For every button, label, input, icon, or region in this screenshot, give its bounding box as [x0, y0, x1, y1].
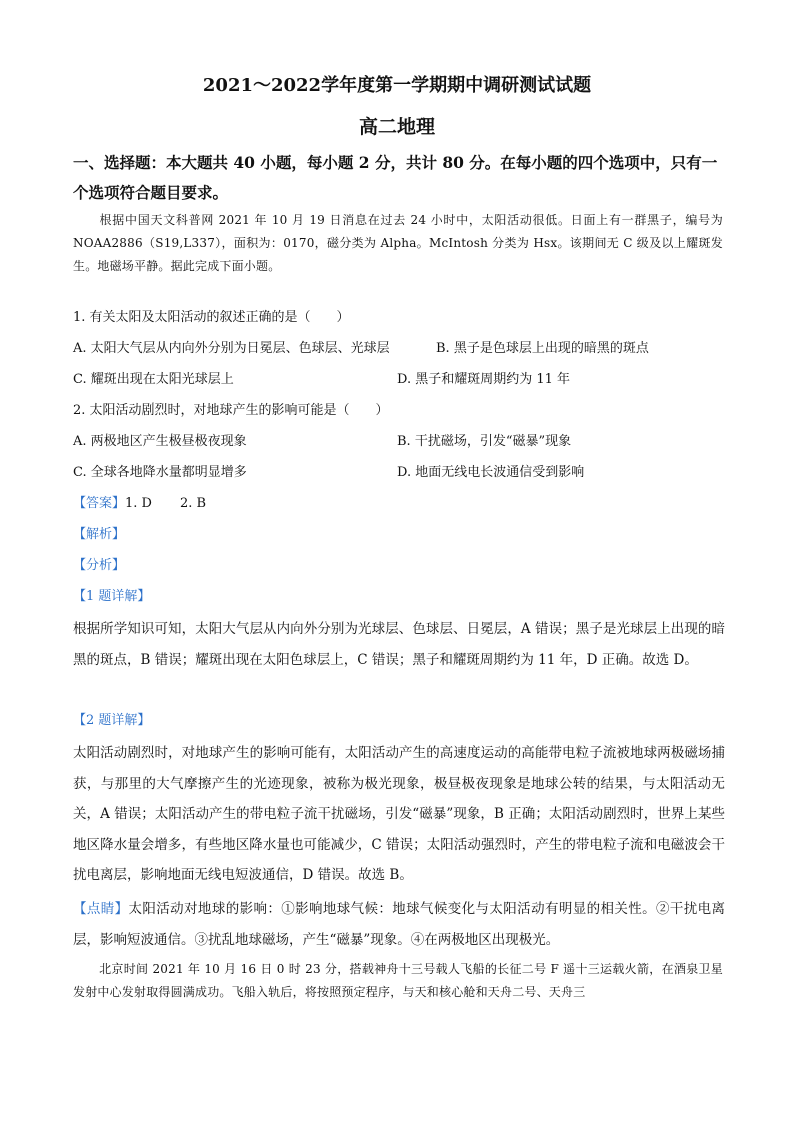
- question-2-option-a: A. 两极地区产生极昼极夜现象: [73, 434, 247, 449]
- question-1-stem: 1. 有关太阳及太阳活动的叙述正确的是（ ）: [73, 310, 350, 325]
- detail-1-tag: 【1 题详解】: [73, 589, 151, 604]
- detail-2-text: 太阳活动剧烈时，对地球产生的影响可能有，太阳活动产生的高速度运动的高能带电粒子流被地球两极磁场捕获，与那里的大气摩擦产生的光迹现象，被称为极光现象，极昼极夜现象是地球公转的结果，与太阳活动无关，A 错误；太阳活动产生的带电粒子流干扰磁场，引发“磁暴”现象，B 正确；太阳活动剧烈时，世界上某些地区降水量会增多，有些地区降水量也可能减少，C 错误；太阳活动强烈时，产生的带电粒子流和电磁波会干扰电离层，影响地面无线电短波通信，D 错误。故选 B。: [73, 745, 725, 883]
- answer-1: 1. D: [125, 496, 152, 511]
- answer-tag: 【答案】: [73, 496, 126, 511]
- key-point-text: 太阳活动对地球的影响：①影响地球气候：地球气候变化与太阳活动有明显的相关性。②干扰电离层，影响短波通信。③扰乱地球磁场，产生“磁暴”现象。④在两极地区出现极光。: [73, 901, 726, 948]
- question-2-option-b: B. 干扰磁场，引发“磁暴”现象: [397, 434, 572, 449]
- section-heading: 一、选择题：本大题共 40 小题，每小题 2 分，共计 80 分。在每小题的四个选项中，只有一个选项符合题目要求。: [73, 153, 718, 202]
- question-1-option-b: B. 黑子是色球层上出现的暗黑的斑点: [436, 341, 649, 356]
- breakdown-tag: 【分析】: [73, 558, 126, 573]
- question-2-option-c: C. 全球各地降水量都明显增多: [73, 465, 247, 480]
- answer-line: [73, 494, 206, 514]
- passage-2-text: 北京时间 2021 年 10 月 16 日 0 时 23 分，搭载神舟十三号载人飞船的长征二号 F 遥十三运载火箭，在酒泉卫星发射中心发射取得圆满成功。飞船入轨后，将按照预定程序，与天和核心舱和天舟二号、天舟三: [73, 962, 723, 999]
- question-1-option-a: A. 太阳大气层从内向外分别为日冕层、色球层、光球层: [73, 341, 390, 356]
- exam-title: 2021～2022学年度第一学期期中调研测试试题: [202, 75, 592, 96]
- reading-passage-1: [73, 209, 723, 278]
- passage-1-text: 根据中国天文科普网 2021 年 10 月 19 日消息在过去 24 小时中，太阳活动很低。日面上有一群黑子，编号为 NOAA2886（S19,L337），面积为：0170，磁分类为 Alpha。McIntosh 分类为 Hsx。该期间无 C 级及以上耀斑发生。地磁场平静。据此完成下面小题。: [73, 213, 723, 273]
- question-2-stem: 2. 太阳活动剧烈时，对地球产生的影响可能是（ ）: [73, 403, 389, 418]
- question-1-option-d: D. 黑子和耀斑周期约为 11 年: [397, 372, 571, 387]
- question-1-option-c: C. 耀斑出现在太阳光球层上: [73, 372, 234, 387]
- question-2-option-d: D. 地面无线电长波通信受到影响: [397, 465, 585, 480]
- key-point-block: [73, 894, 725, 955]
- analysis-tag: 【解析】: [73, 527, 126, 542]
- exam-subject: 高二地理: [358, 116, 435, 138]
- detail-1-text: 根据所学知识可知，太阳大气层从内向外分别为光球层、色球层、日冕层，A 错误；黑子是光球层上出现的暗黑的斑点，B 错误；耀斑出现在太阳色球层上，C 错误；黑子和耀斑周期约为 11 年，D 正确。故选 D。: [73, 621, 725, 668]
- key-point-tag: 【点睛】: [73, 901, 129, 917]
- reading-passage-2: [73, 958, 723, 1004]
- answer-2: 2. B: [179, 496, 207, 511]
- detail-2-tag: 【2 题详解】: [73, 713, 151, 728]
